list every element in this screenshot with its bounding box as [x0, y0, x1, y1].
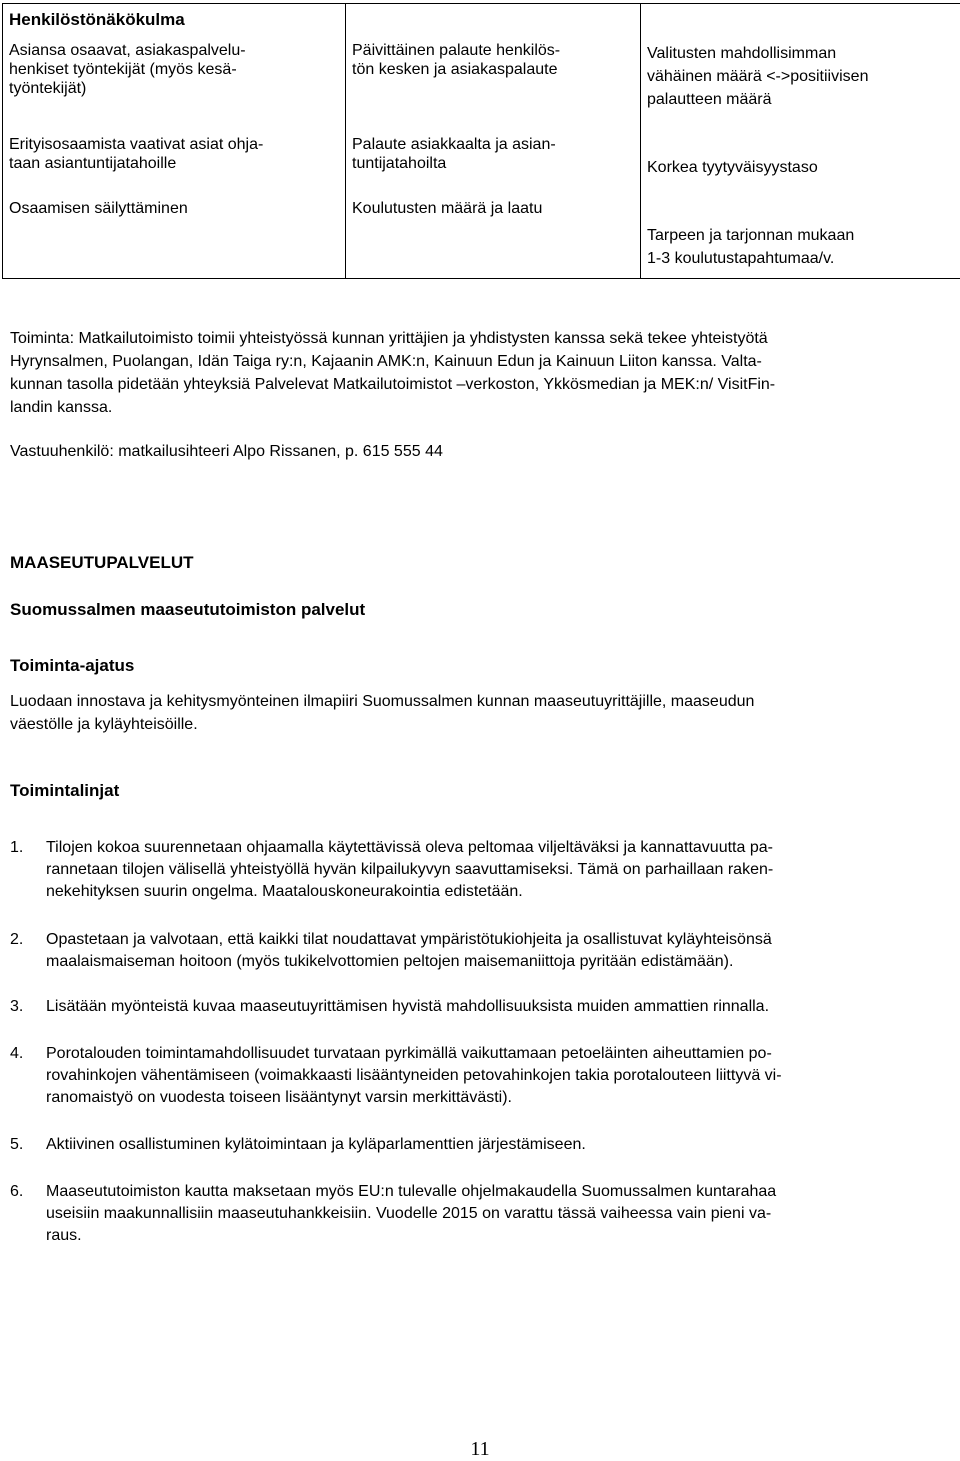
table-cell-text: Tarpeen ja tarjonnan mukaan	[647, 226, 854, 245]
table-cell-text: tön kesken ja asiakaspalaute	[352, 60, 557, 79]
table-cell-text: Palaute asiakkaalta ja asian-	[352, 135, 556, 154]
table-cell-text: vähäinen määrä <->positiivisen	[647, 67, 868, 86]
text-line: Opastetaan ja valvotaan, että kaikki tilat noudattavat ympäristötukiohjeita ja osallistuvat kyläyhteisönsä	[46, 929, 772, 951]
metrics-table	[2, 3, 960, 279]
text-line: Lisätään myönteistä kuvaa maaseutuyrittämisen hyvistä mahdollisuuksista muiden ammattien rinnalla.	[46, 996, 769, 1018]
table-heading: Henkilöstönäkökulma	[9, 10, 185, 29]
text-line: Porotalouden toimintamahdollisuudet turvataan pyrkimällä vaikuttamaan petoeläinten aiheuttamien po-	[46, 1043, 782, 1065]
text-line: rannetaan tilojen välisellä yhteistyöllä hyvän kilpailukyvyn saavuttamiseksi. Tämä on parhaillaan raken-	[46, 859, 773, 881]
table-cell-text: työntekijät)	[9, 79, 86, 98]
table-cell-text: henkiset työntekijät (myös kesä-	[9, 60, 237, 79]
toiminta-ajatus-heading: Toiminta-ajatus	[10, 656, 134, 676]
list-number: 1.	[10, 839, 23, 857]
text-line: Toiminta: Matkailutoimisto toimii yhteistyössä kunnan yrittäjien ja yhdistysten kanssa sekä tekee yhteistyötä	[10, 327, 955, 350]
list-number: 4.	[10, 1045, 23, 1063]
toiminta-paragraph	[10, 327, 955, 419]
section-heading-maaseutupalvelut: MAASEUTUPALVELUT	[10, 553, 194, 573]
text-line: raus.	[46, 1225, 776, 1247]
table-cell-text: Valitusten mahdollisimman	[647, 44, 836, 63]
table-cell-text: 1-3 koulutustapahtumaa/v.	[647, 249, 834, 268]
text-line: Luodaan innostava ja kehitysmyönteinen ilmapiiri Suomussalmen kunnan maaseutuyrittäjille, maaseudun	[10, 690, 955, 713]
table-cell-text: Korkea tyytyväisyystaso	[647, 158, 818, 177]
toimintalinjat-heading: Toimintalinjat	[10, 781, 119, 801]
vastuuhenkilo-line: Vastuuhenkilö: matkailusihteeri Alpo Rissanen, p. 615 555 44	[10, 440, 955, 463]
list-number: 3.	[10, 998, 23, 1016]
table-column-mittarit	[346, 4, 641, 279]
text-line: Tilojen kokoa suurennetaan ohjaamalla käytettävissä oleva peltomaa viljeltäväksi ja kannattavuutta pa-	[46, 837, 773, 859]
text-line: ranomaistyö on vuodesta toiseen lisääntynyt varsin merkittävästi).	[46, 1087, 782, 1109]
text-line: kunnan tasolla pidetään yhteyksiä Palvelevat Matkailutoimistot –verkoston, Ykkösmedian ja MEK:n/ VisitFin-	[10, 373, 955, 396]
section-subheading: Suomussalmen maaseututoimiston palvelut	[10, 600, 365, 620]
table-column-henkilosto	[3, 4, 346, 279]
list-number: 5.	[10, 1136, 23, 1154]
table-cell-text: palautteen määrä	[647, 90, 772, 109]
text-line: useisiin maakunnallisiin maaseutuhankkeisiin. Vuodelle 2015 on varattu tässä vaiheessa vain pieni va-	[46, 1203, 776, 1225]
table-cell-text: Osaamisen säilyttäminen	[9, 199, 188, 218]
text-line: nekehityksen suurin ongelma. Maatalouskoneurakointia edistetään.	[46, 881, 773, 903]
text-line: rovahinkojen vähentämiseen (voimakkaasti lisääntyneiden petovahinkojen takia porotalouteen liittyvä vi-	[46, 1065, 782, 1087]
table-cell-text: taan asiantuntijatahoille	[9, 154, 176, 173]
page-number: 11	[0, 1438, 960, 1461]
table-cell-text: Päivittäinen palaute henkilös-	[352, 41, 560, 60]
text-line: Aktiivinen osallistuminen kylätoimintaan ja kyläparlamenttien järjestämiseen.	[46, 1134, 586, 1156]
list-number: 2.	[10, 931, 23, 949]
list-number: 6.	[10, 1183, 23, 1201]
text-line: väestölle ja kyläyhteisöille.	[10, 713, 955, 736]
text-line: landin kanssa.	[10, 396, 955, 419]
table-cell-text: Koulutusten määrä ja laatu	[352, 199, 542, 218]
table-cell-text: tuntijatahoilta	[352, 154, 446, 173]
table-cell-text: Asiansa osaavat, asiakaspalvelu-	[9, 41, 246, 60]
text-line: maalaismaiseman hoitoon (myös tukikelvottomien peltojen maisemaniittoja pyritään edistämään).	[46, 951, 772, 973]
text-line: Hyrynsalmen, Puolangan, Idän Taiga ry:n, Kajaanin AMK:n, Kainuun Edun ja Kainuun Liiton kanssa. Valta-	[10, 350, 955, 373]
toiminta-ajatus-paragraph	[10, 690, 955, 736]
table-cell-text: Erityisosaamista vaativat asiat ohja-	[9, 135, 263, 154]
text-line: Maaseututoimiston kautta maksetaan myös EU:n tulevalle ohjelmakaudella Suomussalmen kuntarahaa	[46, 1181, 776, 1203]
table-column-tavoitteet	[641, 4, 960, 279]
